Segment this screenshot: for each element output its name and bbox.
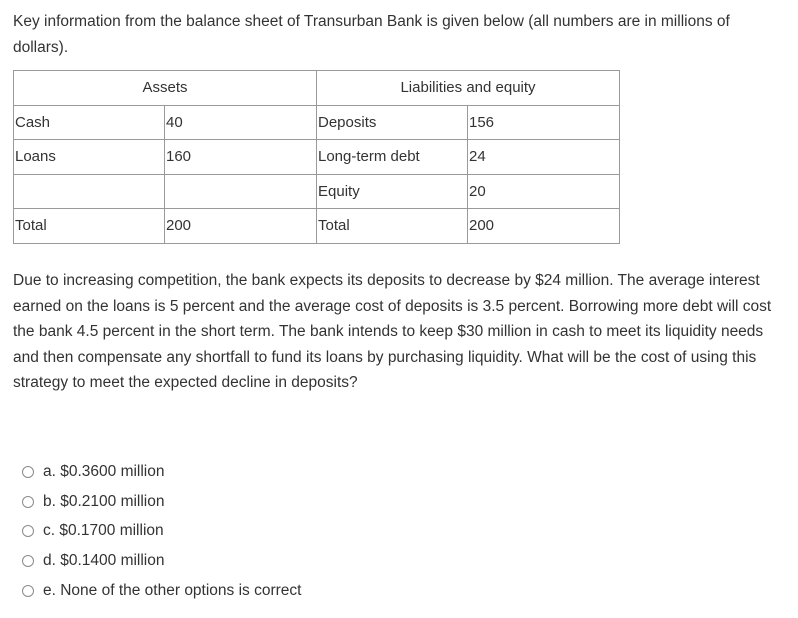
option-label: a. $0.3600 million — [43, 462, 165, 480]
option-label: c. $0.1700 million — [43, 522, 164, 540]
answer-options — [22, 457, 301, 605]
assets-header: Assets — [14, 71, 317, 106]
table-cell: Total — [317, 209, 468, 244]
radio-button-icon[interactable] — [22, 466, 34, 478]
table-cell: Loans — [14, 140, 165, 175]
radio-button-icon[interactable] — [22, 525, 34, 537]
table-cell: Deposits — [317, 105, 468, 140]
table-cell: Long-term debt — [317, 140, 468, 175]
radio-button-icon[interactable] — [22, 496, 34, 508]
table-cell: 40 — [165, 105, 317, 140]
answer-option-d[interactable] — [22, 546, 301, 576]
answer-option-c[interactable] — [22, 516, 301, 546]
table-row — [14, 174, 620, 209]
table-cell — [14, 174, 165, 209]
table-cell: 160 — [165, 140, 317, 175]
option-label: b. $0.2100 million — [43, 492, 165, 510]
balance-sheet-table — [13, 70, 620, 244]
table-cell: 200 — [165, 209, 317, 244]
table-cell: 24 — [468, 140, 620, 175]
answer-option-e[interactable] — [22, 576, 301, 606]
table-cell: 20 — [468, 174, 620, 209]
table-cell: 200 — [468, 209, 620, 244]
option-label: e. None of the other options is correct — [43, 581, 302, 599]
intro-text: Key information from the balance sheet of Transurban Bank is given below (all numbers are in millions of dollars). — [13, 13, 730, 56]
answer-option-a[interactable] — [22, 457, 301, 487]
table-row — [14, 209, 620, 244]
table-row — [14, 140, 620, 175]
answer-option-b[interactable] — [22, 487, 301, 517]
table-cell: Equity — [317, 174, 468, 209]
table-row — [14, 105, 620, 140]
option-label: d. $0.1400 million — [43, 551, 165, 569]
table-cell: Cash — [14, 105, 165, 140]
table-header-row — [14, 71, 620, 106]
liabilities-equity-header: Liabilities and equity — [317, 71, 620, 106]
radio-button-icon[interactable] — [22, 585, 34, 597]
table-cell: 156 — [468, 105, 620, 140]
table-cell — [165, 174, 317, 209]
table-cell: Total — [14, 209, 165, 244]
radio-button-icon[interactable] — [22, 555, 34, 567]
question-text: Due to increasing competition, the bank expects its deposits to decrease by $24 million. The average interest earned on the loans is 5 percent and the average cost of deposits is 3.5 percent. Borrowing more debt will cost the bank 4.5 percent in the short term. The bank intends to keep $30 million in cash to meet its liquidity needs and then compensate any shortfall to fund its loans by purchasing liquidity. What will be the cost of using this strategy to meet the expected decline in deposits? — [13, 272, 772, 391]
